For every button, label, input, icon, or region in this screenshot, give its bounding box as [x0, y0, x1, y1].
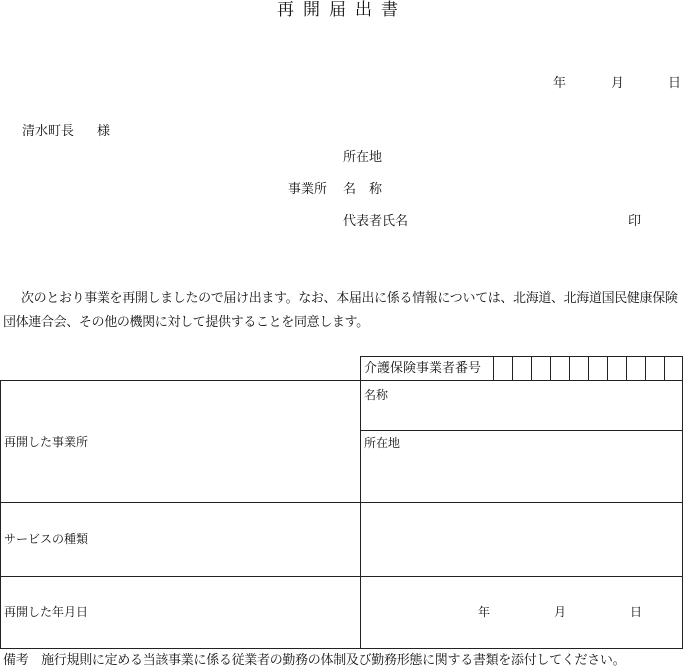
reopen-month-label: 月	[554, 605, 567, 619]
service-type-label: サービスの種類	[4, 532, 89, 546]
reopen-year-label: 年	[478, 605, 491, 619]
note-text: 備考 施行規則に定める当該事業に係る従業者の勤務の体制及び勤務形態に関する書類を添付してください。	[3, 653, 626, 668]
date-month-label: 月	[611, 76, 625, 91]
applicant-name-label: 名 称	[343, 182, 383, 197]
main-table-border	[1, 381, 683, 649]
reopen-date-label: 再開した年月日	[4, 605, 89, 619]
addressee-name: 清水町長	[22, 124, 75, 139]
date-day-label: 日	[668, 76, 682, 91]
provider-number-label: 介護保険事業者番号	[364, 361, 482, 376]
document-title: 再開届出書	[277, 0, 407, 20]
seal-label: 印	[628, 214, 642, 229]
reopen-day-label: 日	[630, 605, 643, 619]
applicant-representative-label: 代表者氏名	[343, 214, 409, 229]
office-name-label: 名称	[364, 388, 389, 402]
addressee-honorific: 様	[97, 124, 111, 139]
office-address-label: 所在地	[364, 436, 401, 450]
date-year-label: 年	[553, 76, 567, 91]
statement-paragraph: 次のとおり事業を再開しましたので届け出ます。なお、本届出に係る情報については、北海道、北海道国民健康保険団体連合会、その他の機関に対して提供することを同意します。	[3, 291, 678, 330]
applicant-office-label: 事業所	[288, 182, 328, 197]
applicant-address-label: 所在地	[343, 150, 383, 165]
reopened-office-label: 再開した事業所	[4, 435, 89, 449]
